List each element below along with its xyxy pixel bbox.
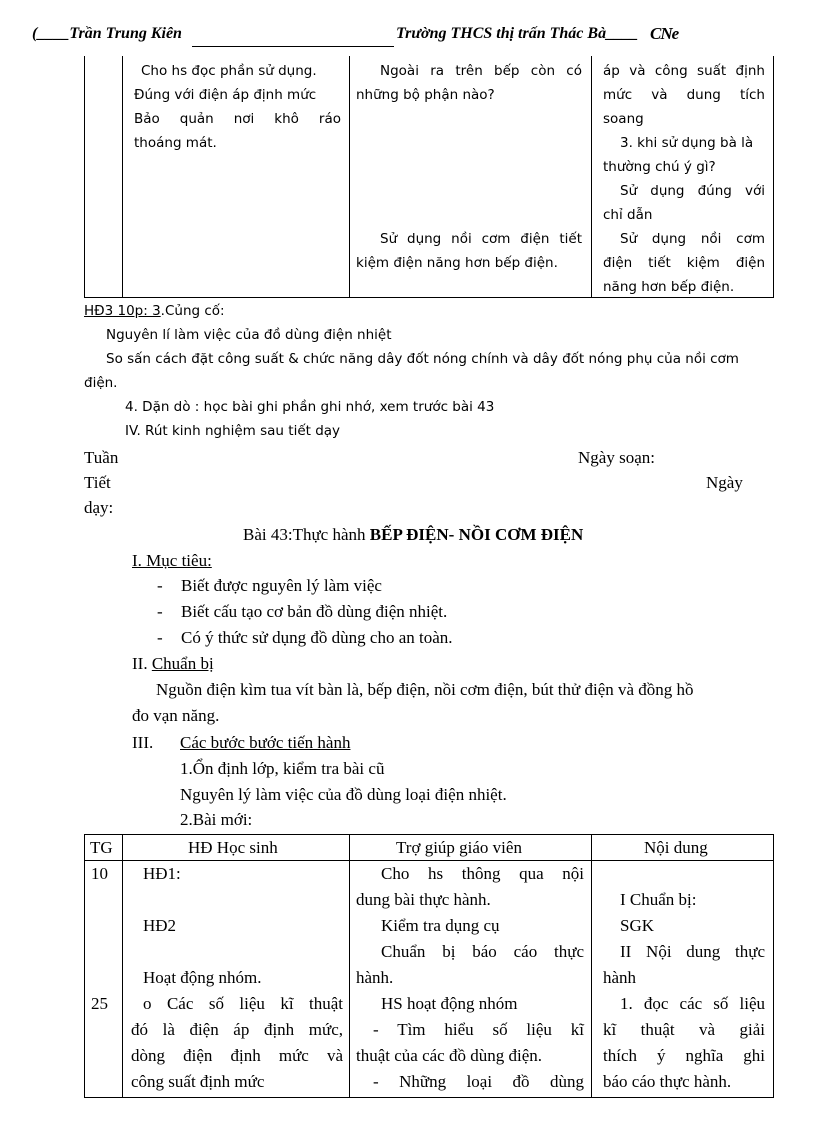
header-author: (____Trần Trung Kiên: [32, 25, 182, 42]
t1-col2-line: Đúng với điện áp định mức: [134, 87, 317, 103]
t2-hs-line: Hoạt động nhóm.: [143, 968, 262, 987]
cungco-line: So sấn cách đặt công suất & chức năng dây đốt nóng chính và dây đốt nóng phụ của nồi cơm: [106, 351, 739, 367]
t2-nd-line: thích ý nghĩa ghi: [603, 1046, 765, 1065]
ngay-soan-label: Ngày soạn:: [578, 448, 655, 467]
t2-gv-line: Cho hs thông qua nội: [381, 864, 584, 883]
t1-col3-line: Ngoài ra trên bếp còn có: [380, 63, 582, 79]
lesson-title-bold: BẾP ĐIỆN- NỒI CƠM ĐIỆN: [369, 525, 584, 544]
t2-hs-line: o Các số liệu kĩ thuật: [143, 994, 343, 1013]
goal-item: Biết được nguyên lý làm việc: [181, 576, 382, 595]
t1-col3-line: kiệm điện năng hơn bếp điện.: [356, 255, 558, 271]
t2-header-hs: HĐ Học sinh: [188, 838, 278, 857]
t2-nd-line: hành: [603, 968, 637, 987]
t2-tg: 25: [91, 994, 108, 1013]
t1-col4-line: điện tiết kiệm điện: [603, 255, 765, 271]
ngay-label: Ngày: [706, 473, 743, 492]
header-rule: [192, 46, 394, 47]
goal-item: Biết cấu tạo cơ bản đồ dùng điện nhiệt.: [181, 602, 448, 621]
t2-hs-line: công suất định mức: [131, 1072, 265, 1091]
t2-hs-line: dòng điện định mức và: [131, 1046, 343, 1065]
t2-gv-line: hành.: [356, 968, 394, 987]
t1-col4-line: chỉ dẫn: [603, 207, 653, 223]
cungco-label-rest: .Củng cố:: [160, 303, 225, 319]
t2-hs-line: đó là điện áp định mức,: [131, 1020, 343, 1039]
t1-col4-line: 3. khi sử dụng bà là: [620, 135, 754, 151]
t1-col4-line: áp và công suất định: [603, 63, 765, 79]
step1: 1.Ổn định lớp, kiểm tra bài cũ: [180, 759, 385, 778]
t1-col4-line: năng hơn bếp điện.: [603, 279, 735, 295]
t1-col4-line: mức và dung tích: [603, 87, 765, 103]
chuan-bi-text: Chuẩn bị: [151, 654, 214, 673]
t2-header-nd: Nội dung: [644, 838, 708, 857]
t2-gv-line: HS hoạt động nhóm: [381, 994, 518, 1013]
t2-nd-line: I Chuẩn bị:: [620, 890, 697, 909]
cungco-label: HĐ3 10p: 3: [84, 303, 161, 319]
goal-item: Có ý thức sử dụng đồ dùng cho an toàn.: [181, 628, 453, 647]
t2-nd-line: kĩ thuật và giải: [603, 1020, 765, 1039]
tuan-label: Tuần: [84, 448, 119, 467]
t1-col2-line: thoáng mát.: [134, 135, 217, 151]
t2-nd-line: SGK: [620, 916, 655, 935]
cungco-line: điện.: [84, 375, 118, 391]
t2-gv-line: Kiểm tra dụng cụ: [381, 916, 500, 935]
steps-num: III.: [132, 733, 154, 752]
chuan-bi-num: II.: [132, 654, 152, 673]
goal-bullet: -: [157, 628, 163, 647]
t1-col4-line: Sử dụng đúng với: [620, 183, 765, 199]
chuan-bi-line: đo vạn năng.: [132, 706, 220, 725]
t2-nd-line: 1. đọc các số liệu: [620, 994, 765, 1013]
step1-detail: Nguyên lý làm việc của đồ dùng loại điện nhiệt.: [180, 785, 507, 804]
muc-tieu-heading: I. Mục tiêu:: [132, 551, 212, 570]
header-school: Trường THCS thị trấn Thác Bà____: [396, 25, 639, 42]
day-label: dạy:: [84, 498, 114, 517]
t1-col4-line: soang: [603, 111, 644, 127]
t1-col2-line: Cho hs đọc phần sử dụng.: [141, 63, 317, 79]
t2-hs-line: HĐ1:: [143, 864, 181, 883]
tiet-label: Tiết: [84, 473, 111, 492]
t2-hs-line: HĐ2: [143, 916, 177, 935]
cungco-heading: [84, 303, 225, 319]
chuan-bi-heading: [132, 654, 214, 674]
t2-nd-line: báo cáo thực hành.: [603, 1072, 732, 1091]
t1-col3-line: Sử dụng nồi cơm điện tiết: [380, 231, 582, 247]
t1-col4-line: thường chú ý gì?: [603, 159, 716, 175]
goal-bullet: -: [157, 602, 163, 621]
rutkinhnghiem-line: IV. Rút kinh nghiệm sau tiết dạy: [125, 423, 341, 439]
t2-gv-line: - Tìm hiểu số liệu kĩ: [373, 1020, 584, 1039]
cungco-line: Nguyên lí làm việc của đồ dùng điện nhiệt: [106, 327, 392, 343]
t1-col3-line: những bộ phận nào?: [356, 87, 495, 103]
t2-nd-line: II Nội dung thực: [620, 942, 765, 961]
t2-gv-line: - Những loại đồ dùng: [373, 1072, 584, 1091]
steps-heading: Các bước bước tiến hành: [180, 733, 351, 752]
t2-tg: 10: [91, 864, 108, 883]
dando-line: 4. Dặn dò : học bài ghi phần ghi nhớ, xem trước bài 43: [125, 399, 495, 415]
goal-bullet: -: [157, 576, 163, 595]
t2-gv-line: Chuẩn bị báo cáo thực: [381, 942, 584, 961]
step2: 2.Bài mới:: [180, 810, 253, 829]
lesson-title-prefix: Bài 43:Thực hành: [243, 525, 370, 544]
t1-col4-line: Sử dụng nồi cơm: [620, 231, 765, 247]
header-logo: CNe: [650, 24, 679, 43]
t2-gv-line: dung bài thực hành.: [356, 890, 491, 909]
t1-col2-line: Bảo quản nơi khô ráo: [134, 111, 341, 127]
t2-gv-line: thuật của các đồ dùng điện.: [356, 1046, 542, 1065]
chuan-bi-line: Nguồn điện kìm tua vít bàn là, bếp điện, nồi cơm điện, bút thử điện và đồng hồ: [156, 680, 694, 699]
t2-header-gv: Trợ giúp giáo viên: [396, 838, 522, 857]
t2-header-tg: TG: [90, 838, 113, 857]
lesson-title: [243, 525, 583, 545]
